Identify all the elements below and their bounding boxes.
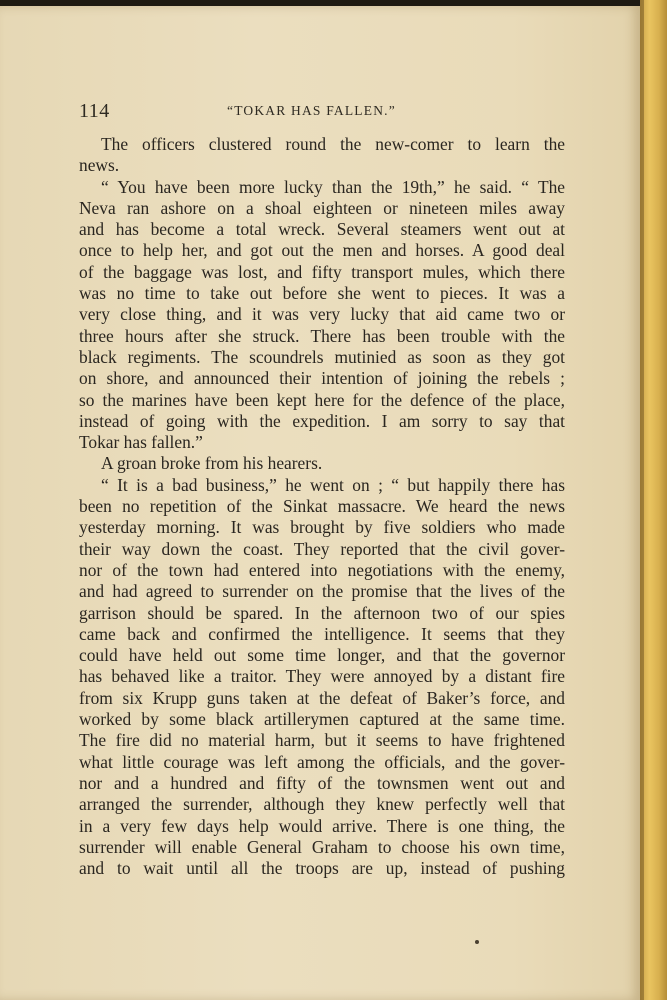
text-line: yesterday morning. It was brought by five soldiers who made	[79, 517, 565, 538]
text-line: of the baggage was lost, and fifty transport mules, which there	[79, 261, 565, 282]
text-line: surrender will enable General Graham to choose his own time,	[79, 836, 565, 857]
text-line: three hours after she struck. There has been trouble with the	[79, 325, 565, 346]
paper-speck	[475, 940, 479, 944]
text-line: in a very few days help would arrive. There is one thing, the	[79, 815, 565, 836]
text-line: A groan broke from his hearers.	[101, 453, 323, 474]
text-line: been no repetition of the Sinkat massacre. We heard the news	[79, 496, 565, 517]
text-line: and has become a total wreck. Several steamers went out at	[79, 219, 565, 240]
text-line: nor of the town had entered into negotiations with the enemy,	[79, 559, 565, 580]
text-line: worked by some black artillerymen captured at the same time.	[79, 709, 565, 730]
text-line: The fire did no material harm, but it seems to have frightened	[79, 730, 565, 751]
text-line: Neva ran ashore on a shoal eighteen or nineteen miles away	[79, 197, 565, 218]
text-line: Tokar has fallen.”	[79, 432, 203, 453]
text-line: black regiments. The scoundrels mutinied as soon as they got	[79, 346, 565, 367]
text-line: from six Krupp guns taken at the defeat of Baker’s force, and	[79, 687, 565, 708]
text-line: so the marines have been kept here for the defence of the place,	[79, 389, 565, 410]
text-line: on shore, and announced their intention of joining the rebels ;	[79, 368, 565, 389]
text-line: The officers clustered round the new-comer to learn the	[101, 134, 565, 154]
text-line: came back and confirmed the intelligence. It seems that they	[79, 623, 565, 644]
text-line: was no time to take out before she went to pieces. It was a	[79, 283, 565, 304]
text-line: instead of going with the expedition. I am sorry to say that	[79, 410, 565, 431]
text-line: news.	[79, 155, 120, 176]
page-edge-shadow	[640, 0, 644, 1000]
text-line: could have held out some time longer, and that the governor	[79, 645, 565, 666]
page-edge-gilt	[640, 0, 667, 1000]
body-text	[79, 134, 565, 879]
text-line: their way down the coast. They reported that the civil gover-	[79, 538, 565, 559]
text-line: “ It is a bad business,” he went on ; “ but happily there has	[101, 474, 565, 495]
text-line: has behaved like a traitor. They were annoyed by a distant fire	[79, 666, 565, 687]
running-header	[79, 100, 565, 124]
page-number: 114	[79, 100, 110, 122]
text-line: what little courage was left among the officials, and the gover-	[79, 751, 565, 772]
text-line: very close thing, and it was very lucky that aid came two or	[79, 304, 565, 325]
text-line: once to help her, and got out the men and horses. A good deal	[79, 240, 565, 261]
text-line: and had agreed to surrender on the promise that the lives of the	[79, 581, 565, 602]
text-line: nor and a hundred and fifty of the townsmen went out and	[79, 772, 565, 793]
text-line: “ You have been more lucky than the 19th,” he said. “ The	[101, 176, 565, 197]
text-line: garrison should be spared. In the afternoon two of our spies	[79, 602, 565, 623]
running-title: “TOKAR HAS FALLEN.”	[227, 103, 396, 118]
text-line: and to wait until all the troops are up, instead of pushing	[79, 858, 565, 879]
text-line: arranged the surrender, although they knew perfectly well that	[79, 794, 565, 815]
